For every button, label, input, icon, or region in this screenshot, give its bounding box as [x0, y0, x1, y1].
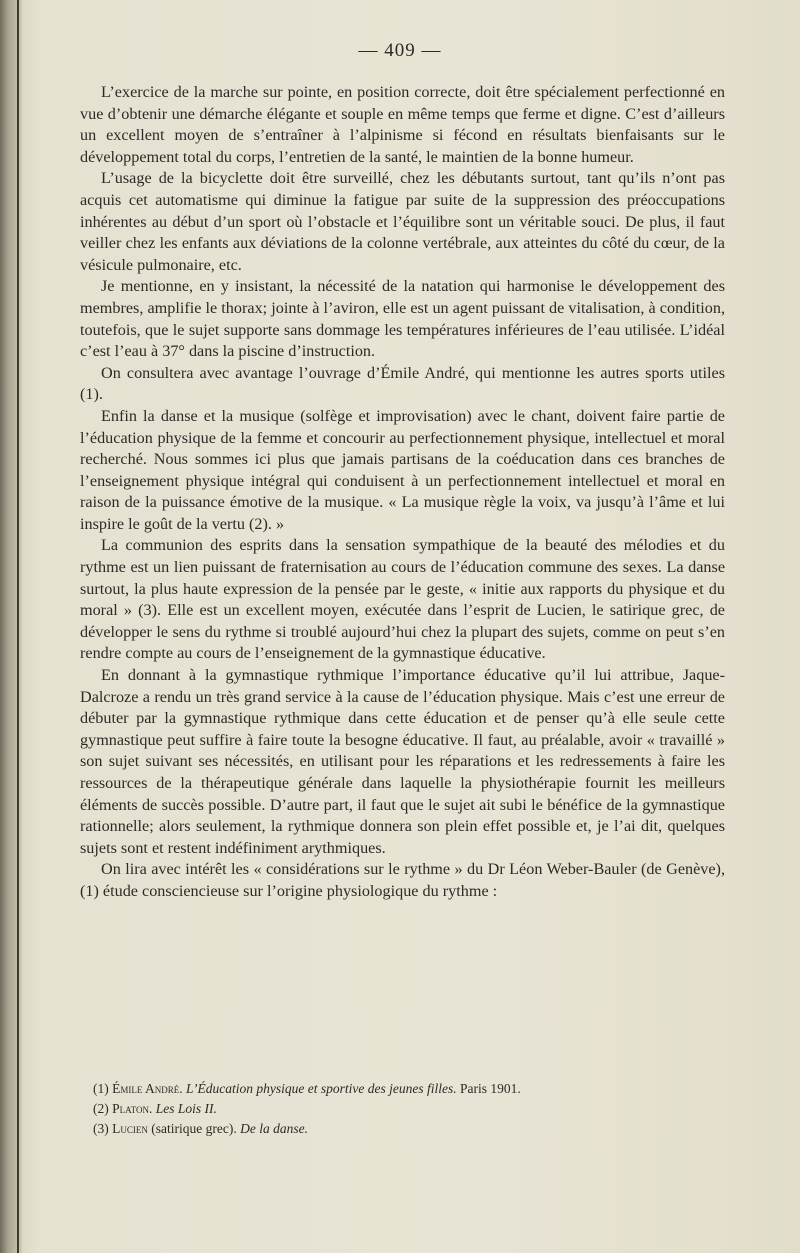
- paragraph-natation: Je mentionne, en y insistant, la nécessité de la natation qui harmonise le développement des membres, amplifie le thorax; jointe à l’aviron, elle est un agent puissant de vitalisation, à condition, toutefois, que le sujet supporte sans dommage les températures inférieures de l’eau utilisée. L’idéal c’est l’eau à 37° dans la piscine d’instruction.: [80, 277, 725, 361]
- footnote-3: [93, 1119, 713, 1139]
- footnote-number: (3): [93, 1121, 109, 1136]
- footnote-2: [93, 1099, 713, 1119]
- footnote-1: [93, 1079, 713, 1099]
- footnote-title: L’Éducation physique et sportive des jeunes filles.: [186, 1081, 457, 1096]
- footnote-number: (1): [93, 1081, 109, 1096]
- paragraph-marche: L’exercice de la marche sur pointe, en position correcte, doit être spécialement perfectionné en vue d’obtenir une démarche élégante et souple en même temps que ferme et digne. C’est d’ailleurs un excellent moyen de s’entraîner à l’alpinisme si fécond en résultats bienfaisants sur le développement total du corps, l’entretien de la santé, le maintien de la bonne humeur.: [80, 83, 725, 166]
- page-binding-edge: [17, 0, 19, 1253]
- paragraph-danse-musique: Enfin la danse et la musique (solfège et improvisation) avec le chant, doivent faire partie de l’éducation physique de la femme et concourir au perfectionnement physique, intellectuel et moral recherché. Nous sommes ici plus que jamais partisans de la coéducation dans ces branches de l’enseignement physique intégral qui conduisent à un perfectionnement intellectuel et moral en raison de la puissance émotive de la musique. « La musique règle la voix, va jusqu’à l’âme et lui inspire le goût de la vertu (2). »: [80, 406, 725, 533]
- footnote-title: De la danse.: [240, 1121, 308, 1136]
- footnote-rest: Paris 1901.: [459, 1081, 521, 1096]
- paragraph-bicyclette: L’usage de la bicyclette doit être surveillé, chez les débutants surtout, tant qu’ils n’ont pas acquis cet automatisme qui diminue la fatigue par suite de la suppression des préoccupations inhérentes au début d’un sport où l’obstacle et l’équilibre sont un véritable souci. De plus, il faut veiller chez les enfants aux déviations de la colonne vertébrale, aux atteintes du côté du cœur, de la vésicule pulmonaire, etc.: [80, 169, 725, 274]
- paragraph-communion: La communion des esprits dans la sensation sympathique de la beauté des mélodies et du rythme est un lien puissant de fraternisation au cours de l’éducation commune des sexes. La danse surtout, la plus haute expression de la pensée par le geste, « initie aux rapports du physique et du moral » (3). Elle est un excellent moyen, exécutée dans l’esprit de Lucien, le satirique grec, de développer le sens du rythme si troublé aujourd’hui chez la plupart des sujets, comme on peut s’en rendre compte au cours de l’enseignement de la gymnastique éducative.: [80, 536, 725, 663]
- body-text: [80, 82, 725, 903]
- footnote-number: (2): [93, 1101, 109, 1116]
- paragraph-andre: On consultera avec avantage l’ouvrage d’Émile André, qui mentionne les autres sports utiles (1).: [80, 363, 725, 404]
- footnotes: [93, 1079, 713, 1139]
- footnote-author: Lucien: [112, 1121, 148, 1136]
- paragraph-rythmique: En donnant à la gymnastique rythmique l’importance éducative qu’il lui attribue, Jaque-Dalcroze a rendu un très grand service à la cause de l’éducation physique. Mais c’est une erreur de débuter par la gymnastique rythmique dans cette éducation et de penser qu’à elle seule cette gymnastique peut suffire à faire toute la besogne éducative. Il faut, au préalable, avoir « travaillé » son sujet suivant ses nécessités, en utilisant pour les réparations et les redressements à faire les ressources de la thérapeutique générale dans laquelle la physiothérapie fournit les meilleurs éléments de succès possible. D’autre part, il faut que le sujet ait subi le bénéfice de la gymnastique rationnelle; alors seulement, la rythmique donnera son plein effet possible et, je l’ai dit, quelques sujets sont et restent indéfiniment arythmiques.: [80, 666, 725, 857]
- footnote-author: Émile André.: [112, 1081, 183, 1096]
- footnote-title: Les Lois II.: [155, 1101, 217, 1116]
- footnote-note: (satirique grec).: [151, 1121, 237, 1136]
- page-number: — 409 —: [358, 40, 442, 61]
- paragraph-weber-bauler: On lira avec intérêt les « considérations sur le rythme » du Dr Léon Weber-Bauler (de Genève), (1) étude consciencieuse sur l’origine physiologique du rythme :: [80, 860, 725, 900]
- footnote-author: Platon.: [112, 1101, 153, 1116]
